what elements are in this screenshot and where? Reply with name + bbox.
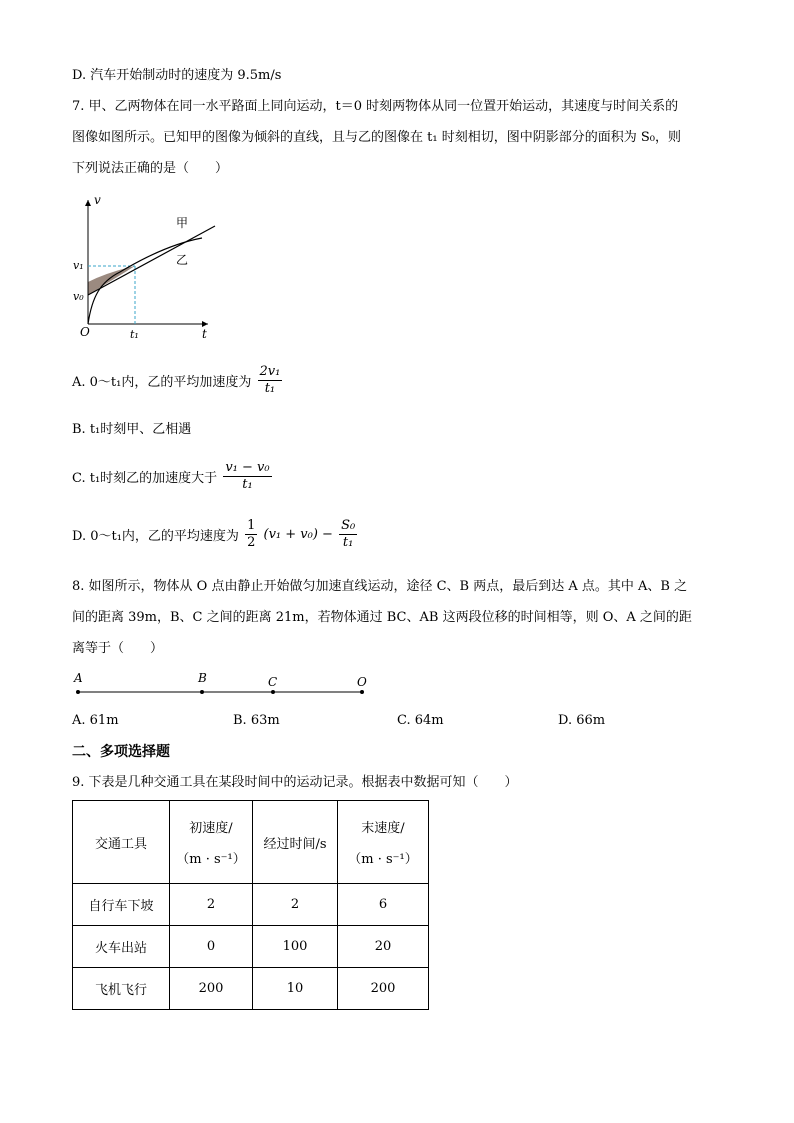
q7-vt-graph (70, 192, 220, 344)
table-header-row (73, 801, 429, 884)
q9-stem: 9. 下表是几种交通工具在某段时间中的运动记录。根据表中数据可知（ ） (72, 775, 518, 790)
cell-vehicle: 自行车下坡 (73, 884, 170, 926)
point-a-label: A (74, 671, 83, 685)
q8-line-diagram (70, 668, 380, 700)
table-row (73, 926, 429, 968)
point-a-dot (76, 690, 80, 694)
header-time: 经过时间/s (253, 801, 338, 884)
label-jia: 甲 (176, 216, 189, 230)
cell-time: 10 (253, 968, 338, 1010)
label-v0: v₀ (73, 290, 84, 303)
q8-option-b: B. 63m (233, 713, 280, 728)
q6-option-d: D. 汽车开始制动时的速度为 9.5m/s (72, 68, 282, 83)
line-jia (88, 226, 215, 295)
cell-final-velocity: 20 (338, 926, 429, 968)
label-t1: t₁ (130, 328, 139, 341)
point-o-label: O (357, 675, 367, 689)
q9-table (72, 800, 429, 1010)
q7-option-d (72, 518, 359, 551)
label-origin: O (80, 325, 90, 339)
fraction-denominator: t₁ (339, 534, 357, 551)
cell-final-velocity: 6 (338, 884, 429, 926)
point-b-dot (200, 690, 204, 694)
label-yi: 乙 (176, 253, 189, 267)
cell-time: 2 (253, 884, 338, 926)
cell-time: 100 (253, 926, 338, 968)
header-initial-velocity-line2: （m · s⁻¹） (176, 852, 246, 867)
q8-option-c: C. 64m (397, 713, 444, 728)
q7-option-d-half (245, 518, 257, 551)
q7-option-b: B. t₁时刻甲、乙相遇 (72, 422, 192, 437)
q8-stem-line2: 间的距离 39m，B、C 之间的距离 21m，若物体通过 BC、AB 这两段位移的时间相等，则 O、A 之间的距 (72, 610, 692, 625)
label-v1: v₁ (73, 259, 84, 272)
q7-option-c-fraction (223, 460, 271, 493)
q7-option-a-text: A. 0～t₁内，乙的平均加速度为 (72, 375, 252, 390)
q8-option-d: D. 66m (558, 713, 606, 728)
cell-vehicle: 飞机飞行 (73, 968, 170, 1010)
header-final-velocity (338, 801, 429, 884)
header-vehicle: 交通工具 (73, 801, 170, 884)
q7-option-a-fraction (258, 364, 283, 397)
point-c-label: C (268, 675, 278, 689)
cell-vehicle: 火车出站 (73, 926, 170, 968)
q7-stem-line3: 下列说法正确的是（ ） (72, 161, 229, 176)
q7-option-a (72, 364, 284, 397)
fraction-denominator: t₁ (258, 380, 283, 397)
q7-option-d-fraction (339, 518, 357, 551)
label-v: v (94, 193, 101, 207)
fraction-numerator: 2v₁ (259, 364, 281, 379)
fraction-numerator: 1 (247, 518, 256, 533)
q7-stem-line1: 7. 甲、乙两物体在同一水平路面上同向运动，t＝0 时刻两物体从同一位置开始运动，其速度与时间关系的 (72, 99, 679, 114)
table-row (73, 884, 429, 926)
point-b-label: B (198, 671, 207, 685)
q7-option-c (72, 460, 274, 493)
q7-option-d-mid: (v₁ + v₀) − (263, 527, 333, 542)
q8-option-a: A. 61m (72, 713, 119, 728)
header-final-velocity-line1: 末速度/ (361, 821, 405, 836)
q7-stem-line2: 图像如图所示。已知甲的图像为倾斜的直线，且与乙的图像在 t₁ 时刻相切，图中阴影部分的面积为 S₀，则 (72, 130, 681, 145)
fraction-numerator: S₀ (341, 518, 356, 533)
label-t: t (202, 327, 207, 341)
q7-option-d-text: D. 0～t₁内，乙的平均速度为 (72, 529, 239, 544)
fraction-denominator: t₁ (223, 476, 271, 493)
table-row (73, 968, 429, 1010)
point-c-dot (271, 690, 275, 694)
header-initial-velocity (170, 801, 253, 884)
cell-initial-velocity: 200 (170, 968, 253, 1010)
q7-option-c-text: C. t₁时刻乙的加速度大于 (72, 471, 218, 486)
header-final-velocity-line2: （m · s⁻¹） (348, 852, 418, 867)
cell-final-velocity: 200 (338, 968, 429, 1010)
cell-initial-velocity: 0 (170, 926, 253, 968)
cell-initial-velocity: 2 (170, 884, 253, 926)
q8-stem-line1: 8. 如图所示，物体从 O 点由静止开始做匀加速直线运动，途径 C、B 两点，最后到达 A 点。其中 A、B 之 (72, 579, 688, 594)
header-initial-velocity-line1: 初速度/ (189, 821, 233, 836)
section-heading: 二、多项选择题 (72, 744, 170, 760)
q8-stem-line3: 离等于（ ） (72, 641, 164, 656)
fraction-numerator: v₁ − v₀ (225, 460, 270, 475)
point-o-dot (360, 690, 364, 694)
fraction-denominator: 2 (247, 535, 256, 550)
